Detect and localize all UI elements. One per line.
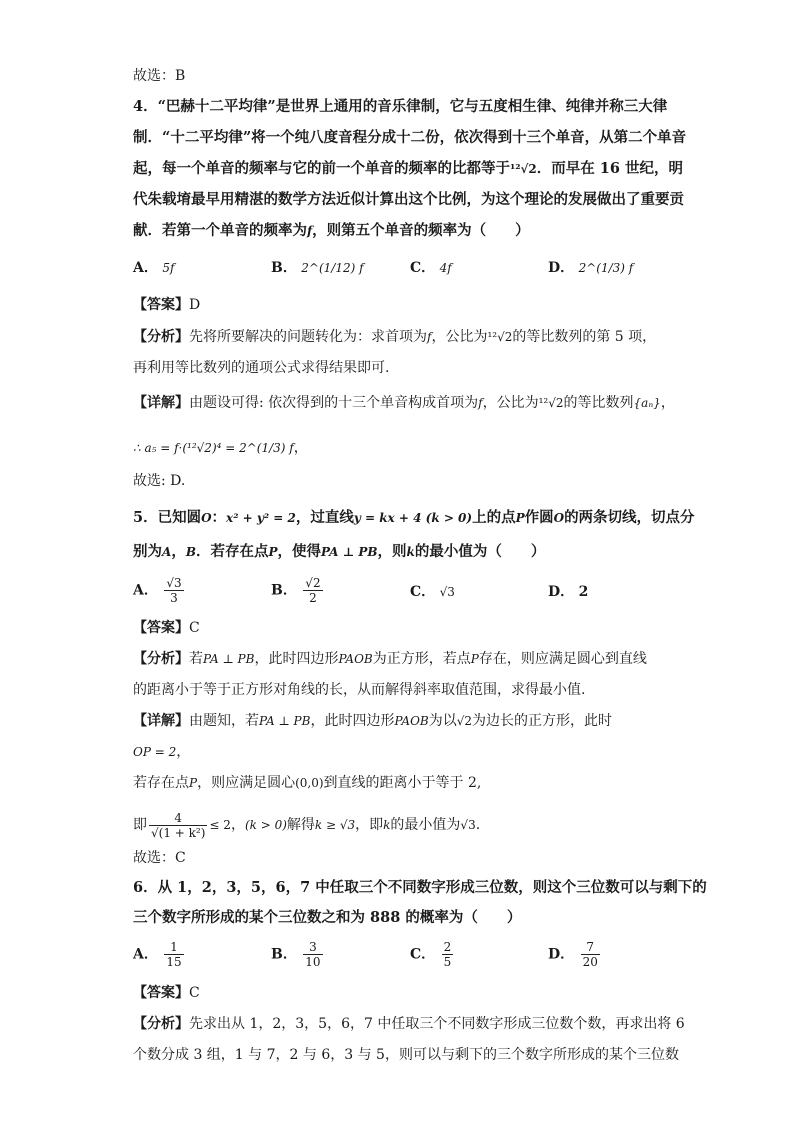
- math-A: A: [162, 545, 172, 559]
- q5-detail-line-3: [133, 773, 481, 793]
- math-B: B: [185, 545, 196, 559]
- q4-stem-line-2: 制．“十二平均律”将一个纯八度音程分成十二份，依次得到十三个单音，从第二个单音: [133, 129, 687, 146]
- math-sequence: {aₙ}: [633, 396, 661, 410]
- analysis-tag: 【分析】: [133, 329, 189, 345]
- q4-option-c: [410, 258, 452, 278]
- q6-stem-line-2: 三个数字所形成的某个三位数之和为 888 的概率为（ ）: [133, 909, 522, 926]
- q5-stem-text: ．若存在点: [195, 543, 269, 560]
- detail-text: 由题知，若: [189, 713, 259, 729]
- detail-text: ，即: [355, 817, 384, 833]
- distance-fraction: [149, 811, 207, 840]
- detail-text: ，: [293, 440, 308, 456]
- analysis-tag: 【分析】: [133, 1016, 189, 1032]
- answer-value: C: [189, 620, 200, 636]
- math-PAOB: PAOB: [338, 652, 373, 666]
- q6-analysis-line-2: 个数分成 3 组，1 与 7，2 与 6，3 与 5，则可以与剩下的三个数字所形成的某个三位数: [133, 1047, 679, 1063]
- q5-option-d: [548, 582, 588, 602]
- q4-option-b: [271, 258, 364, 278]
- math-OP: OP = 2: [133, 745, 177, 759]
- answer-tag: 【答案】: [133, 985, 189, 1001]
- math-k: k: [406, 545, 415, 559]
- option-fraction: [303, 576, 322, 605]
- math-root3: √3: [460, 818, 476, 832]
- detail-text: ，此时四边形: [310, 713, 395, 729]
- detail-text: 为以: [428, 713, 457, 729]
- math-line-eq: y = kx + 4 (k > 0): [353, 511, 473, 525]
- answer-value: C: [189, 985, 200, 1001]
- q5-stem-text: 别为: [133, 543, 162, 560]
- detail-text: ，: [230, 817, 245, 833]
- detail-text: 为边长的正方形，此时: [472, 713, 613, 729]
- option-letter: D．: [548, 946, 575, 963]
- detail-text: 的等比数列: [563, 395, 634, 411]
- q4-detail-line-1: [133, 393, 675, 413]
- q6-option-d: [548, 940, 602, 969]
- fraction-denominator: √(1 + k²): [151, 825, 206, 840]
- q5-answer-line: [133, 618, 200, 638]
- math-P: P: [470, 652, 479, 666]
- option-math: 2: [578, 584, 589, 600]
- q4-stem-text: ，则第五个单音的频率为（ ）: [312, 222, 530, 239]
- detail-tag: 【详解】: [133, 395, 189, 411]
- math-P: P: [515, 511, 525, 525]
- math-root2: √2: [456, 714, 473, 728]
- option-math: 2^(1/12) f: [301, 261, 364, 275]
- q5-stem-text: ，则: [377, 543, 407, 560]
- detail-text: 即: [133, 817, 147, 833]
- option-letter: D．: [548, 584, 575, 600]
- q5-option-b: [271, 576, 325, 605]
- q4-stem-text: 献．若第一个单音的频率为: [133, 222, 307, 239]
- fraction-denominator: 10: [305, 955, 321, 969]
- option-fraction: [581, 940, 600, 969]
- q5-choose-line: 故选：C: [133, 850, 186, 866]
- math-k-cond: (k > 0): [244, 818, 287, 832]
- q5-analysis-line-1: [133, 649, 647, 669]
- q4-analysis-line-1: [133, 327, 656, 347]
- q4-stem-text: 起，每一个单音的频率与它的前一个单音的频率的比都等于: [133, 160, 510, 177]
- q6-option-c: [410, 940, 455, 969]
- detail-text: 解得: [286, 817, 315, 833]
- answer-tag: 【答案】: [133, 297, 189, 313]
- math-le: ≤ 2: [209, 818, 231, 832]
- analysis-text: 先将所要解决的问题转化为：求首项为: [189, 329, 427, 345]
- q4-detail-line-2: [133, 438, 308, 458]
- detail-text: 的最小值为: [390, 817, 461, 833]
- option-letter: D．: [548, 260, 575, 276]
- fraction-numerator: 4: [149, 811, 207, 826]
- detail-text: 到直线的距离小于等于 2,: [323, 775, 482, 791]
- q6-option-b: [271, 940, 325, 969]
- q5-stem-text: ，过直线: [295, 509, 354, 526]
- option-math: 4f: [439, 261, 452, 275]
- q5-stem-text: 的两条切线，切点分: [564, 509, 695, 526]
- answer-value: D: [189, 297, 201, 313]
- q4-choose-line: 故选: D.: [133, 473, 186, 489]
- q5-stem-text: ：: [211, 509, 227, 526]
- option-fraction: [303, 940, 322, 969]
- math-P: P: [268, 545, 278, 559]
- analysis-text: 的等比数列的第 5 项，: [512, 329, 657, 345]
- q5-stem-text: 作圆: [524, 509, 554, 526]
- fraction-numerator: 7: [581, 940, 600, 955]
- q4-option-d: [548, 258, 633, 278]
- q4-option-a: [133, 258, 174, 278]
- q6-option-a: [133, 940, 186, 969]
- q5-option-a: [133, 576, 186, 605]
- q4-stem-text: ．而早在 16 世纪，明: [536, 160, 684, 177]
- detail-text: .: [475, 817, 481, 833]
- math-k: k: [383, 818, 391, 832]
- analysis-text: 若: [189, 651, 203, 667]
- q5-stem-text: 上的点: [472, 509, 516, 526]
- analysis-tag: 【分析】: [133, 651, 189, 667]
- math-PAOB: PAOB: [394, 714, 429, 728]
- q5-stem-text: ，: [171, 543, 186, 560]
- analysis-text: 为正方形，若点: [372, 651, 471, 667]
- detail-tag: 【详解】: [133, 713, 189, 729]
- q4-answer-line: [133, 295, 200, 315]
- q5-detail-line-1: [133, 711, 612, 731]
- option-fraction: [164, 576, 183, 605]
- option-letter: B．: [271, 946, 297, 963]
- option-letter: C．: [410, 946, 436, 963]
- q5-detail-line-4: [133, 808, 480, 842]
- q5-detail-line-2: [133, 742, 190, 762]
- math-O: O: [553, 511, 565, 525]
- q4-analysis-line-2: 再利用等比数列的通项公式求得结果即可.: [133, 360, 390, 376]
- fraction-denominator: 5: [443, 955, 452, 969]
- math-f: f: [478, 396, 483, 410]
- q5-stem-text: 5．已知圆: [133, 509, 202, 526]
- option-letter: B．: [271, 582, 297, 599]
- option-fraction: [164, 940, 183, 969]
- q6-answer-line: [133, 983, 200, 1003]
- detail-text: ，公比为: [482, 395, 539, 411]
- option-letter: C．: [410, 584, 436, 600]
- analysis-text: 存在，则应满足圆心到直线: [478, 651, 647, 667]
- q4-root-expr: ¹²√2: [510, 162, 537, 176]
- math-circle-eq: x² + y² = 2: [226, 511, 296, 525]
- math-root: ¹²√2: [538, 396, 564, 410]
- analysis-text: 先求出从 1，2，3，5，6，7 中任取三个不同数字形成三位数个数，再求出将 6: [189, 1016, 685, 1032]
- q5-stem-line-2: [133, 542, 545, 562]
- detail-text: ，: [176, 744, 191, 760]
- q5-stem-text: ，使得: [277, 543, 321, 560]
- detail-text: ，: [660, 395, 675, 411]
- fraction-denominator: 2: [309, 591, 317, 605]
- math-P: P: [189, 776, 198, 790]
- answer-tag: 【答案】: [133, 620, 189, 636]
- option-letter: A．: [133, 582, 158, 599]
- option-math: 5f: [162, 261, 175, 275]
- fraction-numerator: 2: [443, 940, 452, 954]
- detail-text: 若存在点: [133, 775, 189, 791]
- fraction-denominator: 15: [166, 955, 182, 969]
- fraction-denominator: 3: [170, 591, 178, 605]
- math-f: f: [427, 330, 432, 344]
- math-equation: ∴ a₅ = f·(¹²√2)⁴ = 2^(1/3) f: [133, 441, 294, 455]
- math-perp: PA ⊥ PB: [203, 652, 255, 666]
- fraction-numerator: 1: [164, 940, 183, 955]
- option-letter: A．: [133, 260, 158, 276]
- q4-stem-line-1: 4．“巴赫十二平均律”是世界上通用的音乐律制，它与五度相生律、纯律并称三大律: [133, 98, 668, 115]
- analysis-text: ，此时四边形: [254, 651, 339, 667]
- math-perp: PA ⊥ PB: [259, 714, 311, 728]
- q5-stem-line-1: [133, 508, 695, 528]
- option-math: 2^(1/3) f: [578, 261, 634, 275]
- q6-analysis-line-1: [133, 1014, 685, 1034]
- analysis-text: ，公比为: [431, 329, 488, 345]
- detail-text: 由题设可得: 依次得到的十三个单音构成首项为: [189, 395, 479, 411]
- prev-choose-line: 故选：B: [133, 68, 186, 84]
- fraction-denominator: 20: [582, 955, 598, 969]
- math-k-ge: k ≥ √3: [314, 818, 356, 832]
- q5-stem-text: 的最小值为（ ）: [414, 543, 546, 560]
- fraction-numerator: 3: [303, 940, 322, 955]
- math-perp: PA ⊥ PB: [321, 545, 378, 559]
- q5-analysis-line-2: 的距离小于等于正方形对角线的长，从而解得斜率取值范围，求得最小值.: [133, 682, 586, 698]
- q5-option-c: [410, 582, 455, 602]
- fraction-numerator: √3: [166, 576, 182, 590]
- option-math: √3: [439, 585, 455, 599]
- fraction-numerator: √2: [305, 576, 321, 590]
- q4-stem-line-5: [133, 221, 530, 241]
- option-fraction: [442, 940, 454, 969]
- option-letter: A．: [133, 946, 158, 963]
- math-O: O: [201, 511, 212, 525]
- q6-stem-line-1: 6．从 1，2，3，5，6，7 中任取三个不同数字形成三位数，则这个三位数可以与剩下的: [133, 879, 707, 896]
- q4-var-f: f: [307, 224, 313, 238]
- detail-text: ，则应满足圆心: [197, 775, 296, 791]
- math-root: ¹²√2: [487, 330, 513, 344]
- q4-stem-line-4: 代朱载堉最早用精湛的数学方法近似计算出这个比例，为这个理论的发展做出了重要贡: [133, 191, 684, 208]
- q4-stem-line-3: [133, 159, 683, 179]
- option-letter: C．: [410, 260, 436, 276]
- math-origin: (0,0): [295, 776, 324, 790]
- option-letter: B．: [271, 260, 297, 276]
